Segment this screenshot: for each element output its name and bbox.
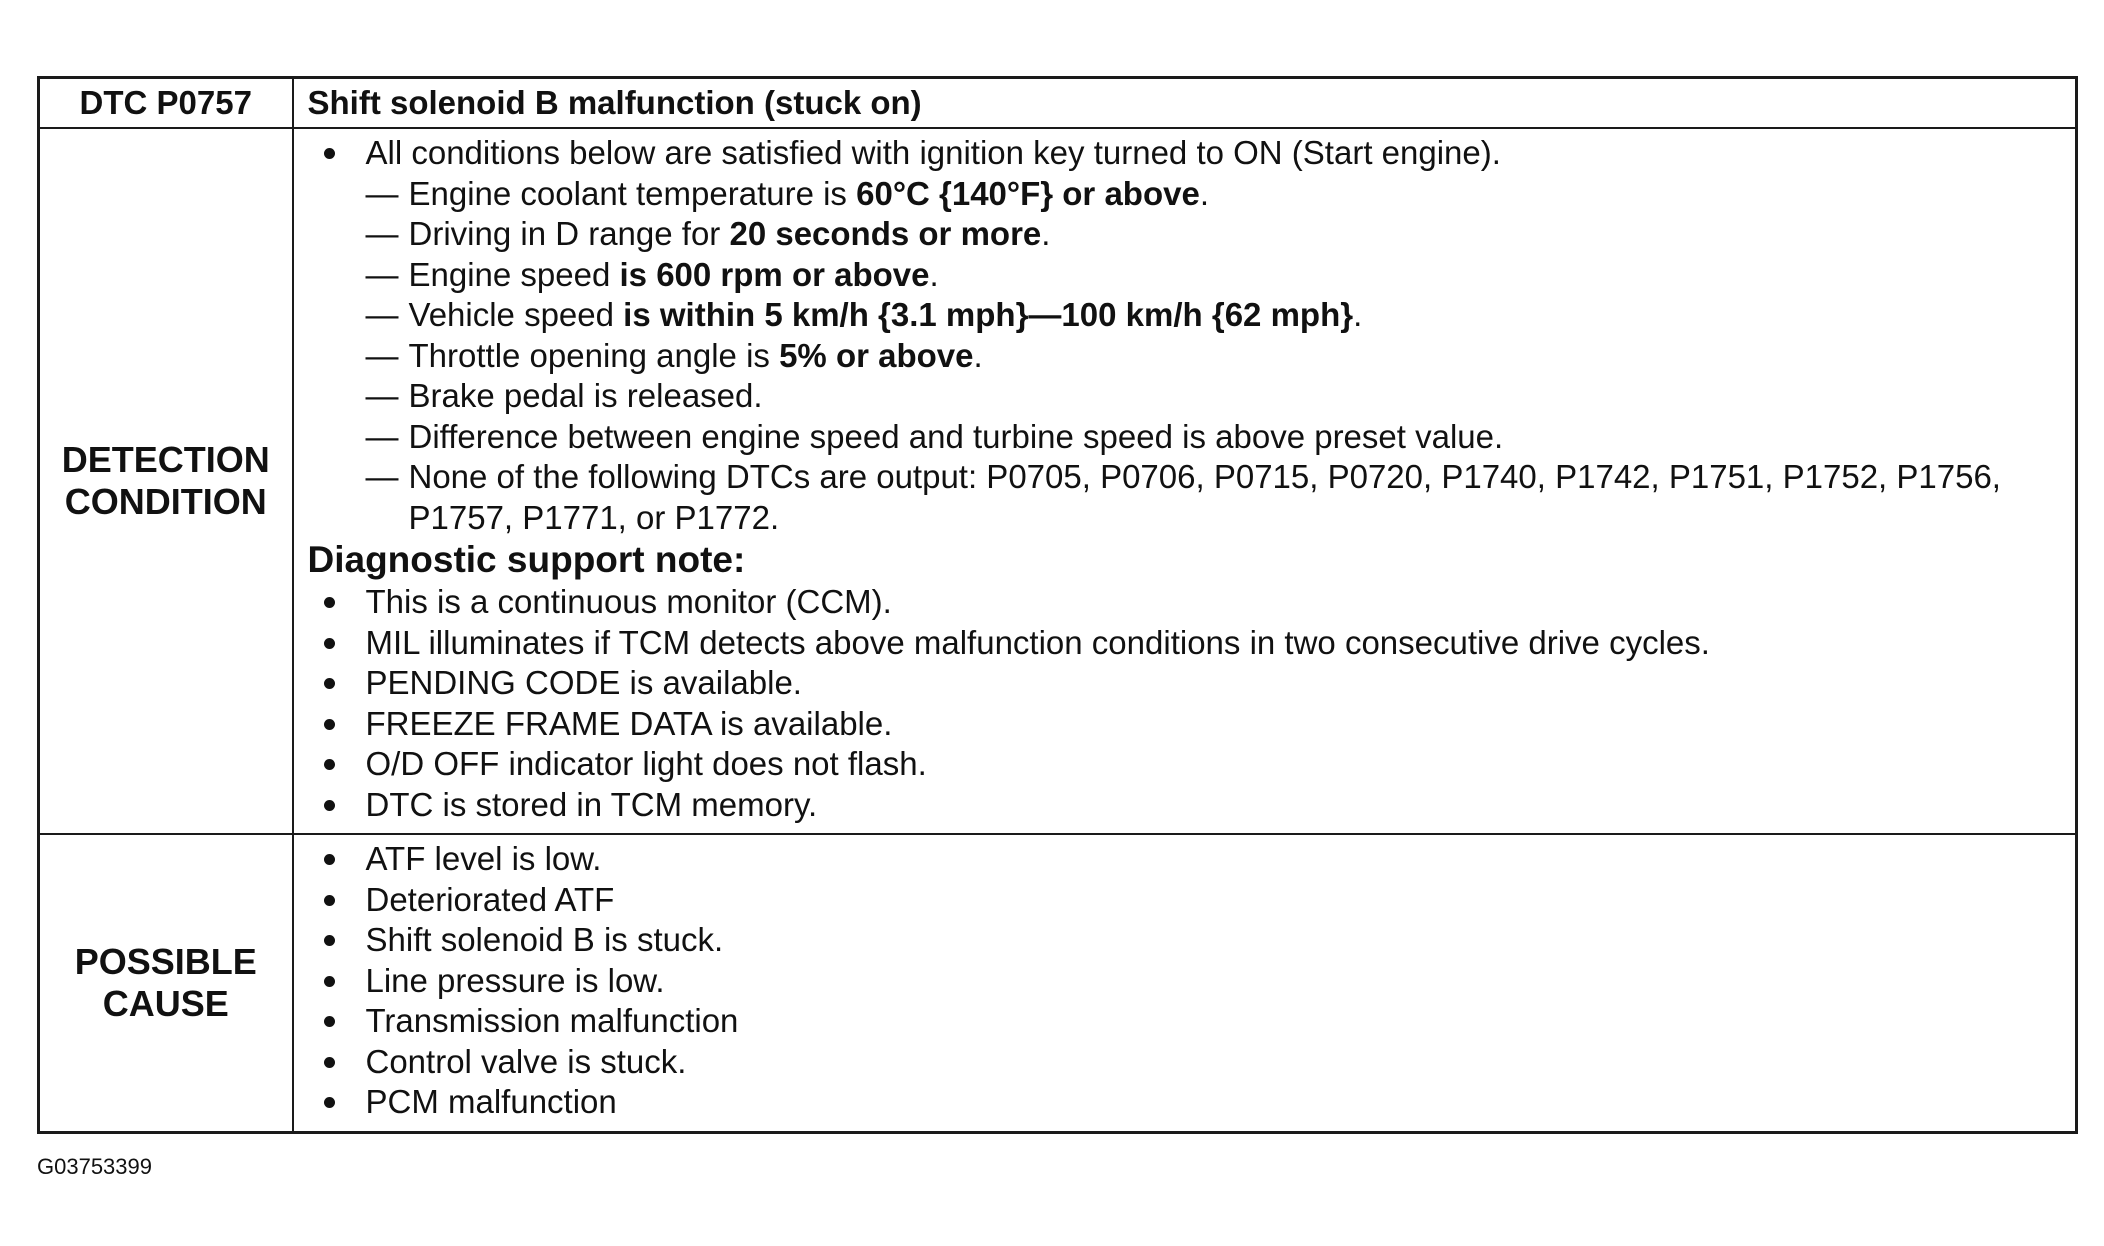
dtc-table bbox=[37, 76, 2078, 1134]
cause-item: Line pressure is low. bbox=[308, 961, 2062, 1002]
cause-item: PCM malfunction bbox=[308, 1082, 2062, 1123]
condition-item: — Difference between engine speed and turbine speed is above preset value. bbox=[308, 417, 2062, 458]
note-item: O/D OFF indicator light does not flash. bbox=[308, 744, 2062, 785]
condition-item: — Engine coolant temperature is 60°C {140°F} or above. bbox=[308, 174, 2062, 215]
detection-label bbox=[39, 128, 293, 834]
dash-mark: — bbox=[365, 377, 399, 414]
cause-item: Control valve is stuck. bbox=[308, 1042, 2062, 1083]
dash-mark: — bbox=[365, 296, 399, 333]
cause-item: Shift solenoid B is stuck. bbox=[308, 920, 2062, 961]
possible-cause-label bbox=[39, 834, 293, 1132]
dash-mark: — bbox=[365, 174, 399, 212]
dash-mark: — bbox=[365, 255, 399, 293]
detection-intro: All conditions below are satisfied with ignition key turned to ON (Start engine). bbox=[308, 133, 2062, 174]
possible-cause-label-line2: CAUSE bbox=[102, 982, 229, 1024]
detection-label-line1: DETECTION bbox=[61, 439, 270, 480]
note-item: MIL illuminates if TCM detects above malfunction conditions in two consecutive drive cycles. bbox=[308, 623, 2062, 664]
condition-item: — Vehicle speed is within 5 km/h {3.1 mph}—100 km/h {62 mph}. bbox=[308, 295, 2062, 336]
dtc-title: Shift solenoid B malfunction (stuck on) bbox=[293, 78, 2077, 129]
note-item: PENDING CODE is available. bbox=[308, 663, 2062, 704]
condition-item: — Driving in D range for 20 seconds or more. bbox=[308, 214, 2062, 255]
possible-cause-content bbox=[293, 834, 2077, 1132]
header-row bbox=[39, 78, 2077, 129]
dash-mark: — bbox=[365, 458, 399, 495]
figure-id: G03753399 bbox=[37, 1154, 152, 1179]
dash-mark: — bbox=[365, 215, 399, 252]
cause-item: Transmission malfunction bbox=[308, 1001, 2062, 1042]
condition-item: — Engine speed is 600 rpm or above. bbox=[308, 255, 2062, 296]
condition-item: — Brake pedal is released. bbox=[308, 376, 2062, 417]
detection-row bbox=[39, 128, 2077, 834]
detection-content bbox=[293, 128, 2077, 834]
note-item: DTC is stored in TCM memory. bbox=[308, 785, 2062, 826]
cause-item: Deteriorated ATF bbox=[308, 880, 2062, 921]
note-item: FREEZE FRAME DATA is available. bbox=[308, 704, 2062, 745]
detection-label-line2: CONDITION bbox=[64, 481, 267, 522]
condition-item: — None of the following DTCs are output: P0705, P0706, P0715, P0720, P1740, P1742, P1751, P1752, P1756, P1757, P1771, or P1772. bbox=[365, 458, 2001, 536]
condition-item: — Throttle opening angle is 5% or above. bbox=[308, 336, 2062, 377]
dash-mark: — bbox=[365, 417, 399, 455]
dash-mark: — bbox=[365, 336, 399, 374]
dtc-code: DTC P0757 bbox=[39, 78, 293, 129]
note-item: This is a continuous monitor (CCM). bbox=[308, 582, 2062, 623]
cause-item: ATF level is low. bbox=[308, 839, 2062, 880]
possible-cause-row bbox=[39, 834, 2077, 1132]
diagnostic-note-heading: Diagnostic support note: bbox=[307, 539, 746, 580]
possible-cause-label-line1: POSSIBLE bbox=[74, 940, 257, 982]
